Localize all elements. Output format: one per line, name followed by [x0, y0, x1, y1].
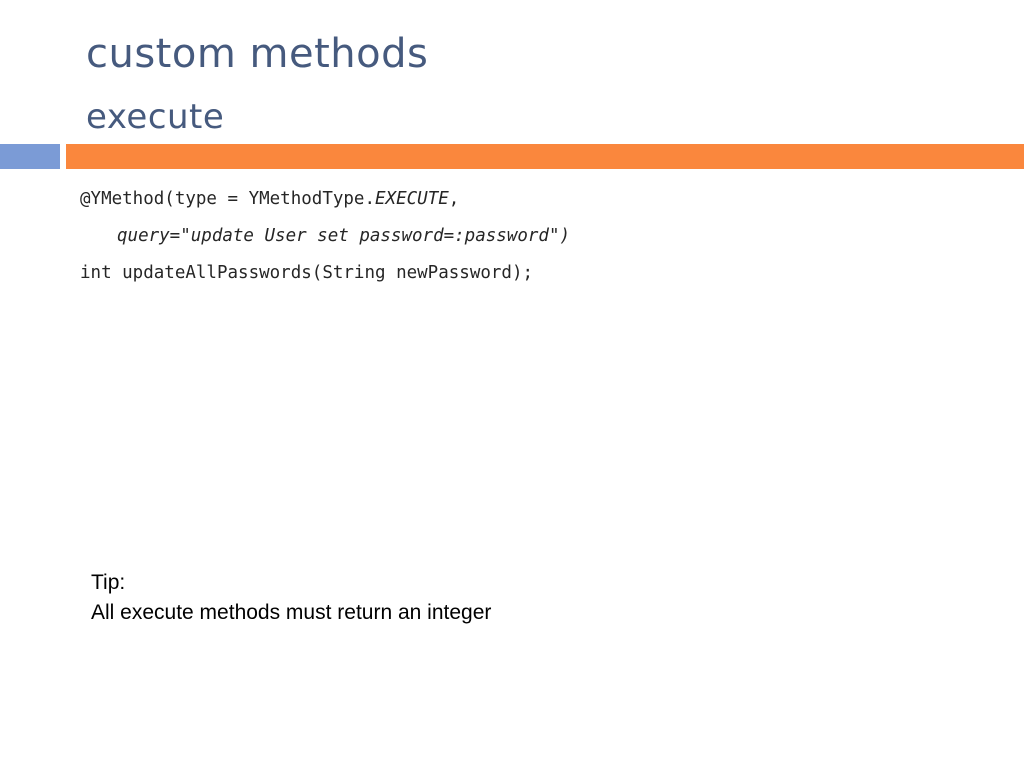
code-annotation-prefix: @YMethod(type = YMethodType.	[80, 189, 376, 209]
code-line-annotation	[80, 186, 570, 223]
title-accent-bar-right	[66, 144, 1024, 169]
code-annotation-comma: ,	[448, 189, 460, 209]
code-block	[80, 186, 570, 297]
slide-title: custom methods	[86, 31, 429, 77]
code-line-signature: int updateAllPasswords(String newPassword);	[80, 263, 534, 283]
code-line-query	[80, 223, 570, 260]
code-enum-constant: EXECUTE	[375, 189, 449, 209]
code-query-string: query="update User set password=:password"	[117, 226, 560, 246]
tip-text: All execute methods must return an integer	[91, 601, 492, 624]
tip-heading: Tip:	[91, 571, 126, 594]
tip-box	[91, 568, 491, 628]
title-accent-bar-left	[0, 144, 60, 169]
code-query-close: )	[559, 226, 571, 246]
slide-subtitle: execute	[86, 97, 225, 137]
